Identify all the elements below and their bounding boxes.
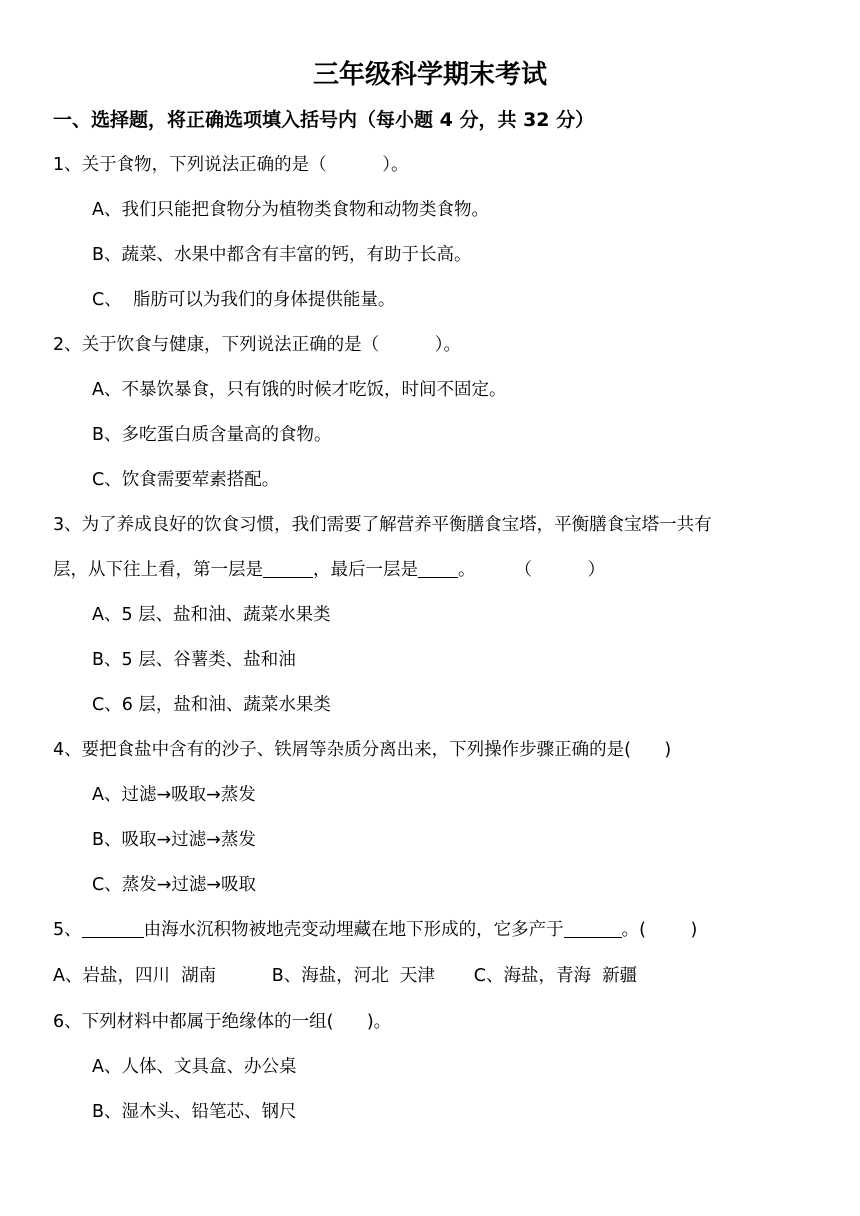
question-5-stem [53,918,697,942]
question-2-option-c: C、饮食需要荤素搭配。 [92,470,280,490]
question-2-option-a: A、不暴饮暴食，只有饿的时候才吃饭，时间不固定。 [92,380,507,400]
question-4-option-b: B、吸取→过滤→蒸发 [92,830,256,850]
question-2-stem: 2、关于饮食与健康，下列说法正确的是（ ）。 [53,335,462,355]
question-1-option-c: C、 脂肪可以为我们的身体提供能量。 [92,290,396,310]
question-2-option-b: B、多吃蛋白质含量高的食物。 [92,425,332,445]
question-6-stem: 6、下列材料中都属于绝缘体的一组( )。 [53,1012,392,1032]
question-6-option-a: A、人体、文具盒、办公桌 [92,1057,297,1077]
question-3-text-b: ，最后一层是 [313,560,418,580]
question-3-text-a: 层，从下往上看，第一层是 [53,560,263,580]
question-5-blank-2[interactable] [564,919,622,938]
question-5-text: 由海水沉积物被地壳变动埋藏在地下形成的，它多产于 [143,920,564,940]
question-4-option-c: C、蒸发→过滤→吸取 [92,875,257,895]
question-1-stem: 1、关于食物，下列说法正确的是（ ）。 [53,155,409,175]
question-3-stem-line-2 [53,558,605,582]
question-3-option-c: C、6 层，盐和油、蔬菜水果类 [92,695,331,715]
question-4-option-a: A、过滤→吸取→蒸发 [92,785,256,805]
question-5-paren: 。( ) [621,920,698,940]
section-heading: 一、选择题，将正确选项填入括号内（每小题 4 分，共 32 分） [53,109,595,131]
question-3-blank-1[interactable] [263,559,313,578]
question-3-option-b: B、5 层、谷薯类、盐和油 [92,650,296,670]
question-1-option-a: A、我们只能把食物分为植物类食物和动物类食物。 [92,200,489,220]
question-5-options: A、岩盐，四川 湖南 B、海盐，河北 天津 C、海盐，青海 新疆 [53,966,638,986]
page-title: 三年级科学期末考试 [312,60,547,90]
question-4-stem: 4、要把食盐中含有的沙子、铁屑等杂质分离出来，下列操作步骤正确的是( ) [53,740,672,760]
question-3-option-a: A、5 层、盐和油、蔬菜水果类 [92,605,331,625]
question-1-option-b: B、蔬菜、水果中都含有丰富的钙，有助于长高。 [92,245,472,265]
question-5-number: 5、 [53,920,82,940]
question-6-option-b: B、湿木头、铅笔芯、钢尺 [92,1102,297,1122]
question-3-text-c: 。 （ ） [458,560,606,580]
question-3-stem-line-1: 3、为了养成良好的饮食习惯，我们需要了解营养平衡膳食宝塔，平衡膳食宝塔一共有 [53,515,712,535]
question-3-blank-2[interactable] [418,559,458,578]
question-5-blank-1[interactable] [82,919,144,938]
